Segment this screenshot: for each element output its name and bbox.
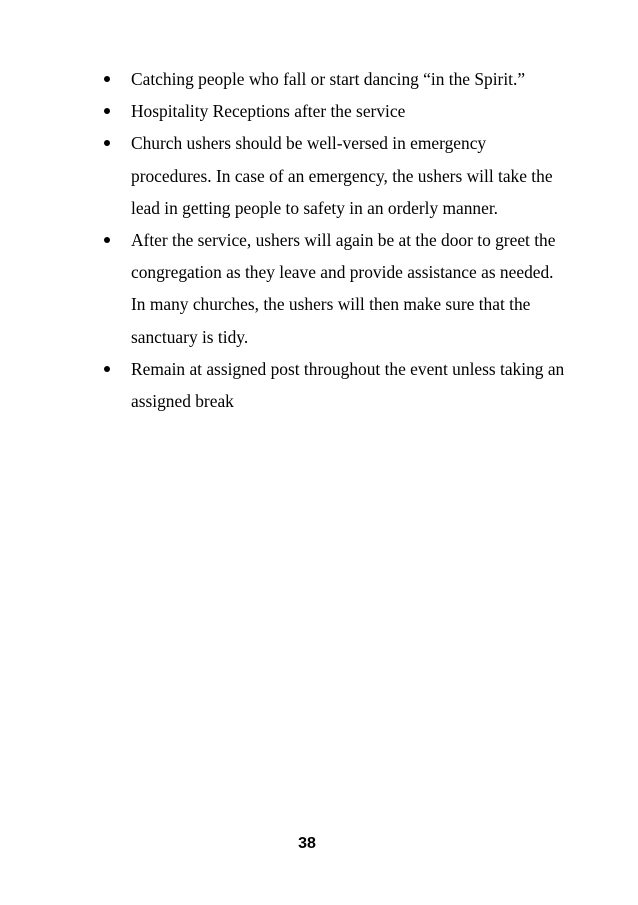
list-item-text: Hospitality Receptions after the service <box>131 101 406 122</box>
list-item <box>100 95 570 127</box>
list-item <box>100 353 570 417</box>
list-item-text: Church ushers should be well-versed in emergency procedures. In case of an emergency, the ushers will take the lead in getting people to safety in an orderly manner. <box>131 133 553 218</box>
list-item <box>100 63 570 95</box>
list-item-text: Remain at assigned post throughout the event unless taking an assigned break <box>131 358 565 412</box>
bullet-list <box>100 63 570 417</box>
list-item <box>100 224 570 353</box>
list-item <box>100 127 570 224</box>
bullet-icon <box>104 366 110 372</box>
list-item-text: After the service, ushers will again be at the door to greet the congregation as they leave and provide assistance as needed. In many churches, the ushers will then make sure that the sanctuary is tidy. <box>131 230 556 347</box>
bullet-icon <box>104 76 110 82</box>
bullet-icon <box>104 108 110 114</box>
list-item-text: Catching people who fall or start dancing “in the Spirit.” <box>131 69 526 89</box>
page-number: 38 <box>298 835 316 852</box>
bullet-icon <box>104 237 110 243</box>
bullet-icon <box>104 140 110 146</box>
